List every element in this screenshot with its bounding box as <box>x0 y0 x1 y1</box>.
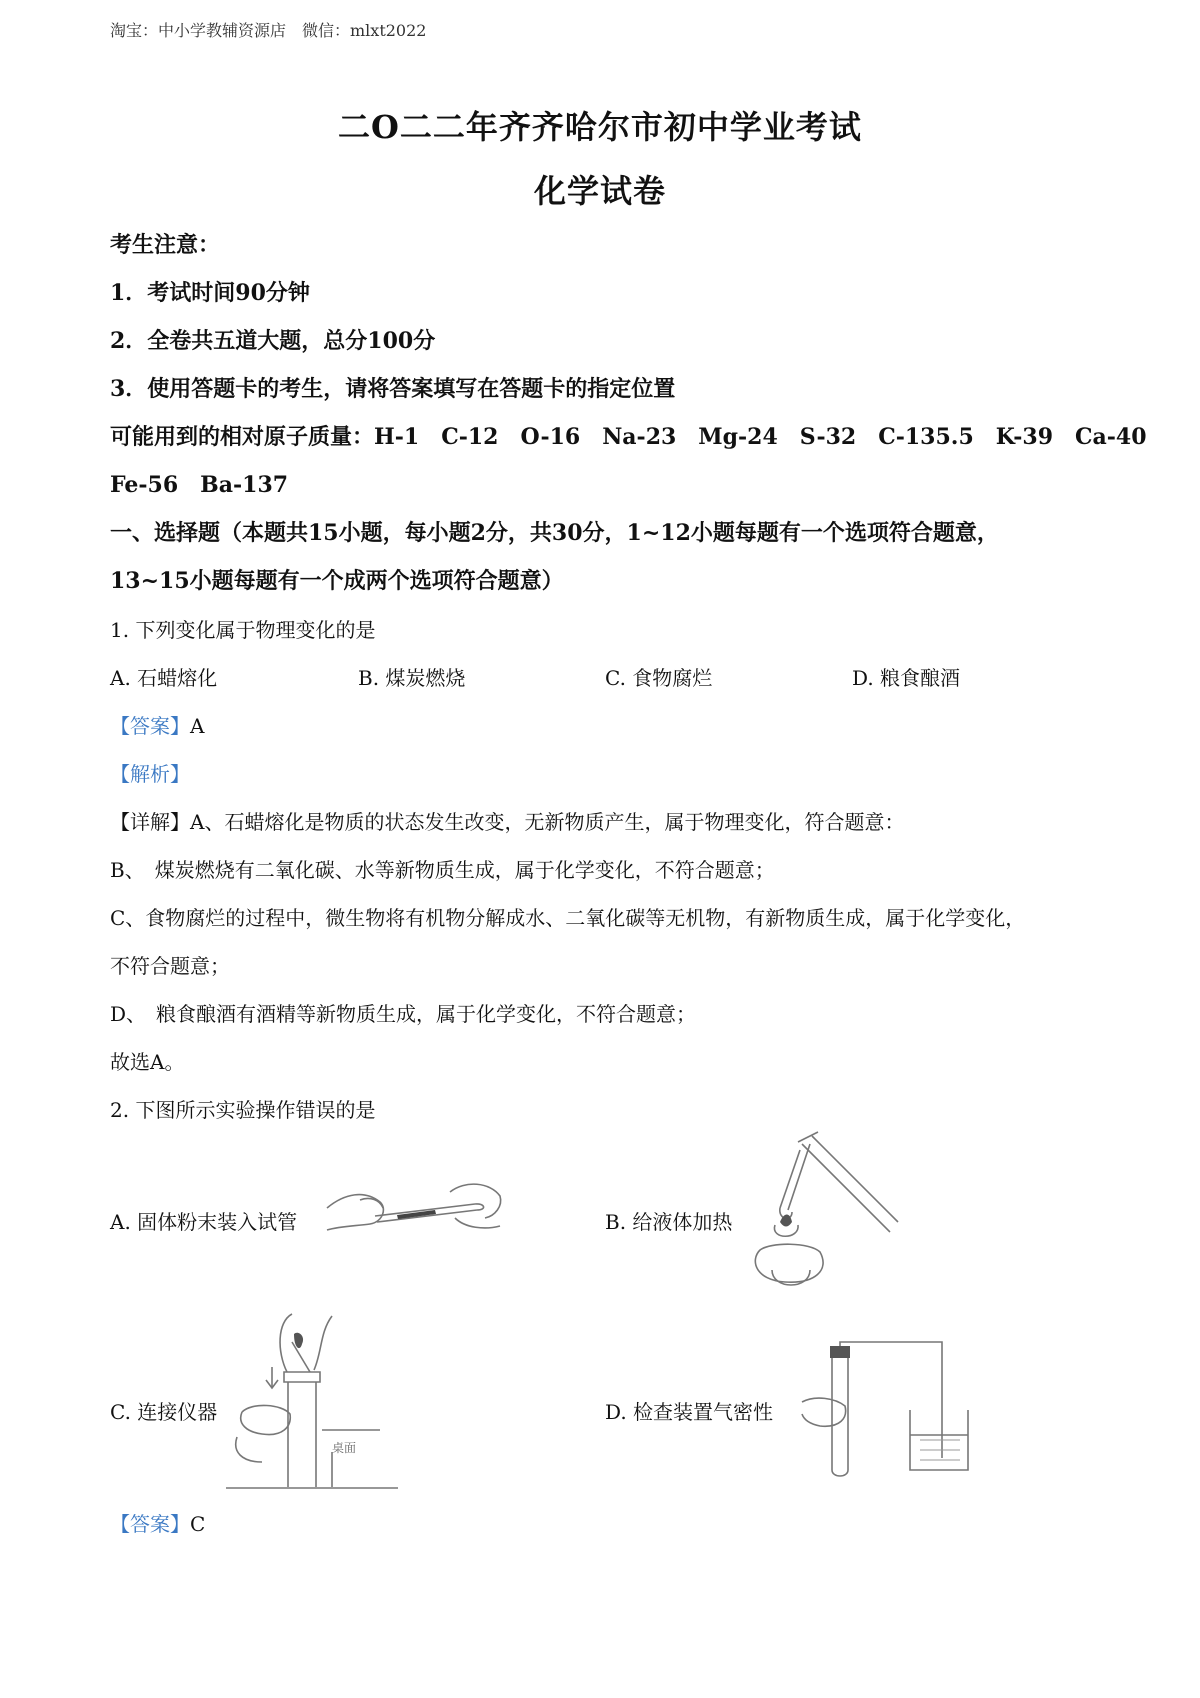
q1-detail-line-6: 故选A。 <box>110 1050 185 1074</box>
exam-subtitle: 化学试卷 <box>533 172 666 210</box>
figure-c-connecting-apparatus <box>222 1312 402 1497</box>
notice-item-3: 3．使用答题卡的考生，请将答案填写在答题卡的指定位置 <box>110 376 676 402</box>
atomic-mass-line-1: 可能用到的相对原子质量：H-1 C-12 O-16 Na-23 Mg-24 S-32 C-135.5 K-39 Ca-40 <box>110 424 1147 450</box>
q1-option-c: C. 食物腐烂 <box>605 666 713 690</box>
atomic-mass-line-2: Fe-56 Ba-137 <box>110 472 289 498</box>
figure-d-gas-tightness <box>800 1340 970 1480</box>
figure-b-heating-liquid <box>740 1130 900 1300</box>
q1-detail-line-5: D、 粮食酿酒有酒精等新物质生成，属于化学变化，不符合题意； <box>110 1002 697 1026</box>
q1-option-a: A. 石蜡熔化 <box>110 666 218 690</box>
notice-item-2: 2．全卷共五道大题，总分100分 <box>110 328 436 354</box>
notice-item-1: 1．考试时间90分钟 <box>110 280 310 306</box>
q1-detail-line-3: C、食物腐烂的过程中，微生物将有机物分解成水、二氧化碳等无机物，有新物质生成，属于化学变化， <box>110 906 1026 930</box>
q2-option-c: C. 连接仪器 <box>110 1400 218 1424</box>
q2-option-d: D. 检查装置气密性 <box>605 1400 774 1424</box>
q1-answer-tag: 【答案】 <box>110 714 190 738</box>
q1-stem: 1. 下列变化属于物理变化的是 <box>110 618 376 642</box>
notice-heading: 考生注意： <box>110 232 221 258</box>
q1-detail-line-4: 不符合题意； <box>110 954 230 978</box>
q1-detail-line-1 <box>110 806 904 835</box>
q2-answer-value: C <box>190 1512 206 1536</box>
q1-answer <box>110 710 204 739</box>
q2-answer <box>110 1508 205 1537</box>
exam-title: 二O二二年齐齐哈尔市初中学业考试 <box>338 108 862 146</box>
q1-option-d: D. 粮食酿酒 <box>852 666 961 690</box>
section-heading-line-1: 一、选择题（本题共15小题，每小题2分，共30分，1~12小题每题有一个选项符合题意， <box>110 520 999 546</box>
header-watermark: 淘宝：中小学教辅资源店 微信：mlxt2022 <box>110 21 427 40</box>
q2-option-a: A. 固体粉末装入试管 <box>110 1210 298 1234</box>
q2-answer-tag: 【答案】 <box>110 1512 190 1536</box>
q1-detail-tag: 【详解】 <box>110 810 190 834</box>
figure-c-desk-label: 桌面 <box>332 1441 357 1455</box>
q2-option-b: B. 给液体加热 <box>605 1210 733 1234</box>
section-heading-line-2: 13~15小题每题有一个成两个选项符合题意） <box>110 568 564 594</box>
q1-detail-text-1: A、石蜡熔化是物质的状态发生改变，无新物质产生，属于物理变化，符合题意： <box>190 810 905 834</box>
q1-analysis-tag: 【解析】 <box>110 762 190 786</box>
q1-detail-line-2: B、 煤炭燃烧有二氧化碳、水等新物质生成，属于化学变化，不符合题意； <box>110 858 775 882</box>
figure-a-powder-into-tube <box>325 1178 505 1248</box>
q1-option-b: B. 煤炭燃烧 <box>358 666 466 690</box>
q2-stem: 2. 下图所示实验操作错误的是 <box>110 1098 376 1122</box>
q1-answer-value: A <box>190 714 205 738</box>
